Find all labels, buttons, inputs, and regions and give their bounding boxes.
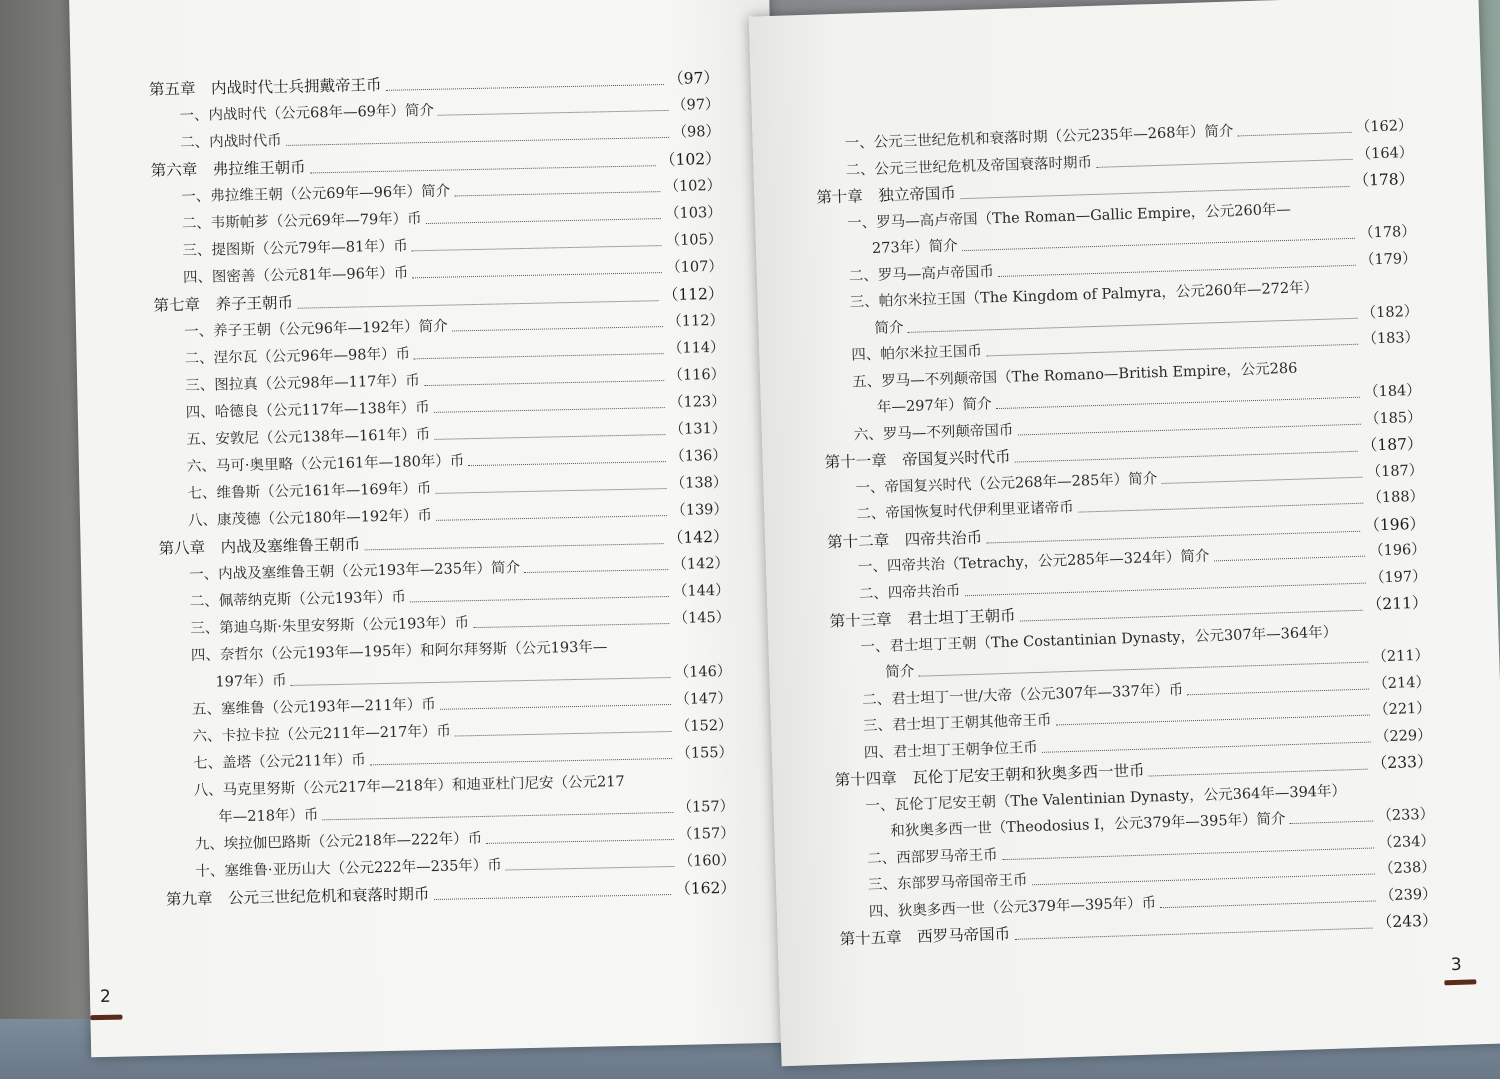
toc-section-entry xyxy=(190,579,730,611)
toc-page-number: （103） xyxy=(664,204,722,223)
toc-leader-dots xyxy=(412,245,662,251)
toc-section-entry xyxy=(186,390,726,422)
toc-leader-dots xyxy=(1015,451,1358,463)
toc-page-number: （162） xyxy=(1355,117,1413,136)
page-number-right: 3 xyxy=(1450,954,1462,976)
toc-page-number: （116） xyxy=(668,366,726,384)
toc-entry-title: 一、弗拉维王朝（公元69年—96年）简介 xyxy=(181,183,451,206)
toc-entry-title: 二、公元三世纪危机及帝国衰落时期币 xyxy=(845,154,1093,179)
left-page xyxy=(69,0,791,1057)
toc-leader-dots xyxy=(1160,900,1376,908)
toc-section-entry xyxy=(180,120,720,152)
toc-section-entry xyxy=(184,336,724,368)
toc-section-entry xyxy=(187,444,727,476)
toc-entry-title: 七、维鲁斯（公元161年—169年）币 xyxy=(187,480,432,503)
toc-section-entry xyxy=(215,660,731,692)
toc-section-entry xyxy=(184,309,724,341)
toc-page-number: （188） xyxy=(1367,488,1425,507)
toc-leader-dots xyxy=(440,704,671,710)
toc-entry-title: 第十二章 四帝共治币 xyxy=(826,528,983,552)
toc-entry-title: 二、内战时代币 xyxy=(179,133,282,152)
toc-entry-title: 三、第迪乌斯·朱里安努斯（公元193年）币 xyxy=(190,615,470,638)
toc-page-number: （114） xyxy=(667,339,725,357)
toc-entry-title: 简介 xyxy=(874,319,904,337)
toc-entry-title: 四、狄奥多西一世（公元379年—395年）币 xyxy=(868,894,1157,920)
toc-page-number: （98） xyxy=(672,123,721,141)
toc-page-number: （184） xyxy=(1363,382,1422,401)
toc-section-entry xyxy=(195,849,735,881)
toc-entry-title: 八、康茂德（公元180年—192年）币 xyxy=(187,507,433,530)
toc-entry-title: 五、安敦尼（公元138年—161年）币 xyxy=(186,426,431,449)
toc-section-entry xyxy=(185,363,725,395)
toc-page-number: （197） xyxy=(1369,568,1427,586)
toc-leader-dots xyxy=(414,353,664,359)
toc-leader-dots xyxy=(424,380,665,386)
toc-leader-dots xyxy=(524,569,668,573)
toc-entry-title: 五、罗马—不列颠帝国（The Romano—British Empire，公元286 xyxy=(851,360,1298,391)
toc-page-number: （183） xyxy=(1362,329,1420,348)
toc-section-entry xyxy=(218,795,734,827)
toc-page-number: （102） xyxy=(664,177,722,196)
toc-entry-title: 二、佩蒂纳克斯（公元193年）币 xyxy=(189,589,407,611)
toc-leader-dots xyxy=(468,461,666,466)
toc-page-number: （131） xyxy=(669,420,727,438)
toc-leader-dots xyxy=(986,344,1359,357)
toc-entry-title: 三、图拉真（公元98年—117年）币 xyxy=(185,373,421,395)
toc-entry-title: 四、图密善（公元81年—96年）币 xyxy=(182,265,409,287)
toc-entry-title: 第十四章 瓦伦丁尼安王朝和狄奥多西一世币 xyxy=(834,761,1145,790)
toc-leader-dots xyxy=(434,407,665,413)
toc-page-number: （112） xyxy=(662,284,724,305)
toc-entry-title: 二、韦斯帕芗（公元69年—79年）币 xyxy=(181,211,422,233)
toc-section-entry xyxy=(192,687,732,719)
toc-leader-dots xyxy=(1214,556,1366,562)
toc-page-number: （160） xyxy=(678,852,736,870)
toc-entry-title: 一、帝国复兴时代（公元268年—285年）简介 xyxy=(855,470,1158,497)
toc-page-number: （196） xyxy=(1368,541,1427,560)
toc-page-number: （239） xyxy=(1379,886,1437,904)
toc-entry-title: 二、帝国恢复时代伊利里亚诸帝币 xyxy=(856,499,1075,523)
toc-leader-dots xyxy=(426,218,661,224)
toc-leader-dots xyxy=(486,839,674,844)
toc-page-number: （152） xyxy=(675,717,733,735)
toc-section-entry xyxy=(179,93,719,125)
toc-section-entry xyxy=(189,552,729,584)
toc-entry-title: 简介 xyxy=(885,663,915,681)
toc-entry-title: 三、帕尔米拉王国（The Kingdom of Palmyra，公元260年—272年） xyxy=(849,279,1319,311)
toc-entry-title: 六、卡拉卡拉（公元211年—217年）币 xyxy=(192,723,452,746)
toc-leader-dots xyxy=(1014,928,1373,940)
toc-page-number: （162） xyxy=(675,878,737,898)
toc-page-number: （234） xyxy=(1378,833,1436,851)
toc-entry-title: 一、君士坦丁王朝（The Costantinian Dynasty，公元307年—364年） xyxy=(860,624,1338,656)
toc-entry-title: 273年）简介 xyxy=(871,238,958,257)
toc-entry-title: 四、哈德良（公元117年—138年）币 xyxy=(185,399,430,422)
toc-page-number: （105） xyxy=(665,231,723,250)
toc-entry-title: 一、四帝共治（Tetrachy，公元285年—324年）简介 xyxy=(857,548,1210,576)
toc-leader-dots xyxy=(1096,158,1353,167)
toc-page-number: （155） xyxy=(676,744,734,762)
toc-leader-dots xyxy=(454,191,660,196)
toc-section-entry xyxy=(193,741,733,773)
toc-leader-dots xyxy=(1032,873,1376,885)
page-number-left: 2 xyxy=(99,986,112,1008)
toc-entry-title: 二、西部罗马帝王币 xyxy=(866,846,998,867)
toc-page-number: （238） xyxy=(1378,859,1437,878)
toc-page-number: （187） xyxy=(1366,462,1424,481)
toc-section-entry xyxy=(187,471,727,503)
toc-entry-title: 三、提图斯（公元79年—81年）币 xyxy=(182,238,408,260)
toc-entry-title: 一、公元三世纪危机和衰落时期（公元235年—268年）简介 xyxy=(844,123,1234,152)
toc-page-number: （139） xyxy=(671,501,729,519)
toc-section-entry xyxy=(190,606,730,638)
toc-page-number: （243） xyxy=(1376,911,1438,932)
toc-page-number: （214） xyxy=(1373,674,1431,692)
toc-entry-title: 六、马可·奥里略（公元161年—180年）币 xyxy=(186,453,465,476)
toc-leader-dots xyxy=(1149,769,1368,777)
toc-entry-title: 一、内战时代（公元68年—69年）简介 xyxy=(179,102,435,125)
toc-leader-dots xyxy=(455,731,672,737)
toc-entry-title: 第十章 独立帝国币 xyxy=(816,184,957,207)
toc-entry-title: 第八章 内战及塞维鲁王朝币 xyxy=(158,535,361,558)
toc-page-number: （229） xyxy=(1374,727,1432,745)
toc-page-number: （146） xyxy=(674,663,732,681)
toc-leader-dots xyxy=(1238,132,1352,137)
toc-entry-title: 第五章 内战时代士兵拥戴帝王币 xyxy=(148,75,382,99)
toc-page-number: （182） xyxy=(1361,303,1419,322)
toc-leader-dots xyxy=(1161,476,1362,483)
toc-page-number: （164） xyxy=(1356,144,1414,163)
toc-leader-dots xyxy=(310,165,656,173)
toc-page-number: （221） xyxy=(1373,700,1432,719)
toc-section-entry xyxy=(193,768,733,800)
toc-entry-title: 四、帕尔米拉王国币 xyxy=(851,343,983,364)
toc-page-number: （138） xyxy=(670,474,728,492)
toc-page-number: （178） xyxy=(1353,169,1415,190)
toc-entry-title: 第十一章 帝国复兴时代币 xyxy=(824,447,1011,472)
toc-page-number: （157） xyxy=(677,825,735,843)
toc-page-number: （187） xyxy=(1361,434,1423,455)
toc-page-number: （179） xyxy=(1359,250,1417,269)
toc-page-number: （145） xyxy=(673,609,731,627)
toc-section-entry xyxy=(195,822,735,854)
toc-leader-dots xyxy=(370,758,673,765)
toc-page-number: （196） xyxy=(1364,514,1426,535)
toc-leader-dots xyxy=(386,84,665,91)
toc-leader-dots xyxy=(297,300,659,309)
toc-page-number: （102） xyxy=(659,149,721,170)
toc-page-number: （123） xyxy=(668,393,726,411)
toc-section-entry xyxy=(188,498,728,530)
toc-entry-title: 第六章 弗拉维王朝币 xyxy=(150,158,306,180)
toc-leader-dots xyxy=(506,866,675,871)
toc-entry-title: 六、罗马—不列颠帝国币 xyxy=(853,422,1014,444)
right-page xyxy=(749,0,1500,1066)
toc-page-number: （144） xyxy=(672,582,730,600)
toc-leader-dots xyxy=(1042,741,1371,752)
toc-entry-title: 第十三章 君士坦丁王朝币 xyxy=(829,606,1016,631)
toc-leader-dots xyxy=(1056,715,1371,726)
toc-entry-title: 三、君士坦丁王朝其他帝王币 xyxy=(862,712,1052,735)
toc-entry-title: 和狄奥多西一世（Theodosius Ⅰ，公元379年—395年）简介 xyxy=(890,811,1286,840)
toc-page-number: （107） xyxy=(666,258,724,276)
toc-page-number: （233） xyxy=(1377,806,1435,825)
toc-entry-title: 二、四帝共治币 xyxy=(858,582,961,603)
toc-page-number: （97） xyxy=(667,68,720,88)
toc-page-number: （147） xyxy=(675,690,733,708)
toc-leader-dots xyxy=(1187,688,1369,695)
toc-entry-title: 四、奈哲尔（公元193年—195年）和阿尔拜努斯（公元193年— xyxy=(190,639,608,665)
toc-leader-dots xyxy=(438,110,668,116)
toc-section-entry xyxy=(181,174,721,206)
toc-entry-title: 二、罗马—高卢帝国币 xyxy=(848,263,995,285)
toc-entry-title: 九、埃拉伽巴路斯（公元218年—222年）币 xyxy=(194,830,483,853)
toc-leader-dots xyxy=(473,623,669,628)
toc-page-number: （97） xyxy=(671,96,720,114)
toc-page-number: （142） xyxy=(672,555,730,573)
toc-page-number: （233） xyxy=(1371,752,1433,773)
toc-section-entry xyxy=(186,417,726,449)
toc-entry-title: 第七章 养子王朝币 xyxy=(153,293,294,315)
toc-page-number: （142） xyxy=(667,527,729,548)
toc-page-number: （178） xyxy=(1358,223,1417,242)
toc-section-entry xyxy=(183,255,723,287)
toc-leader-dots xyxy=(412,272,662,278)
toc-page-number: （136） xyxy=(669,447,727,465)
toc-leader-dots xyxy=(996,397,1360,409)
toc-entry-title: 一、罗马—高卢帝国（The Roman—Gallic Empire，公元260年— xyxy=(846,201,1292,232)
toc-leader-dots xyxy=(1017,423,1361,435)
toc-leader-dots xyxy=(286,137,669,146)
toc-leader-dots xyxy=(410,596,669,602)
toc-entry-title: 一、内战及塞维鲁王朝（公元193年—235年）简介 xyxy=(189,560,521,584)
toc-leader-dots xyxy=(435,488,666,494)
toc-section-entry xyxy=(192,714,732,746)
toc-entry-title: 一、养子王朝（公元96年—192年）简介 xyxy=(183,318,448,341)
toc-section-entry xyxy=(182,228,722,260)
toc-entry-title: 197年）币 xyxy=(215,673,287,691)
toc-leader-dots xyxy=(436,515,667,521)
toc-leader-dots xyxy=(1002,847,1375,860)
toc-entry-title: 二、涅尔瓦（公元96年—98年）币 xyxy=(184,346,411,368)
toc-leader-dots xyxy=(364,543,664,550)
toc-leader-dots xyxy=(1290,820,1374,824)
toc-leader-dots xyxy=(1020,610,1363,622)
toc-entry-title: 八、马克里努斯（公元217年—218年）和迪亚杜门尼安（公元217 xyxy=(193,773,625,800)
toc-entry-title: 年—218年）币 xyxy=(218,807,319,826)
toc-chapter-entry xyxy=(166,876,736,910)
toc-leader-dots xyxy=(291,677,671,686)
toc-section-entry xyxy=(191,633,731,665)
toc-entry-title: 十、塞维鲁·亚历山大（公元222年—235年）币 xyxy=(195,857,502,880)
toc-leader-dots xyxy=(323,812,674,820)
page-marker-right xyxy=(1444,979,1476,985)
toc-leader-dots xyxy=(998,264,1356,276)
toc-entry-title: 五、塞维鲁（公元193年—211年）币 xyxy=(191,696,437,719)
toc-entry-title: 一、瓦伦丁尼安王朝（The Valentinian Dynasty，公元364年—394年） xyxy=(865,782,1347,814)
toc-entry-title: 七、盖塔（公元211年）币 xyxy=(192,752,366,773)
toc-leader-dots xyxy=(452,326,664,331)
toc-entry-title: 三、东部罗马帝国帝王币 xyxy=(867,872,1028,894)
toc-entry-title: 二、君士坦丁一世/大帝（公元307年—337年）币 xyxy=(861,681,1184,708)
toc-leader-dots xyxy=(434,434,665,440)
toc-entry-title: 第九章 公元三世纪危机和衰落时期币 xyxy=(165,885,430,909)
toc-page-number: （185） xyxy=(1364,409,1422,428)
toc-page-number: （157） xyxy=(677,798,735,816)
toc-leader-dots xyxy=(1078,503,1364,513)
toc-page-number: （112） xyxy=(667,312,725,330)
toc-section-entry xyxy=(182,201,722,233)
toc-entry-title: 第十五章 西罗马帝国币 xyxy=(839,924,1011,949)
toc-entry-title: 四、君士坦丁王朝争位王币 xyxy=(863,739,1039,761)
toc-entry-title: 年—297年）简介 xyxy=(876,396,992,416)
toc-page-number: （211） xyxy=(1372,647,1430,666)
toc-leader-dots xyxy=(434,894,672,900)
table-of-contents-right xyxy=(749,0,1479,949)
toc-page-number: （211） xyxy=(1366,593,1428,614)
page-marker-left xyxy=(90,1015,122,1021)
